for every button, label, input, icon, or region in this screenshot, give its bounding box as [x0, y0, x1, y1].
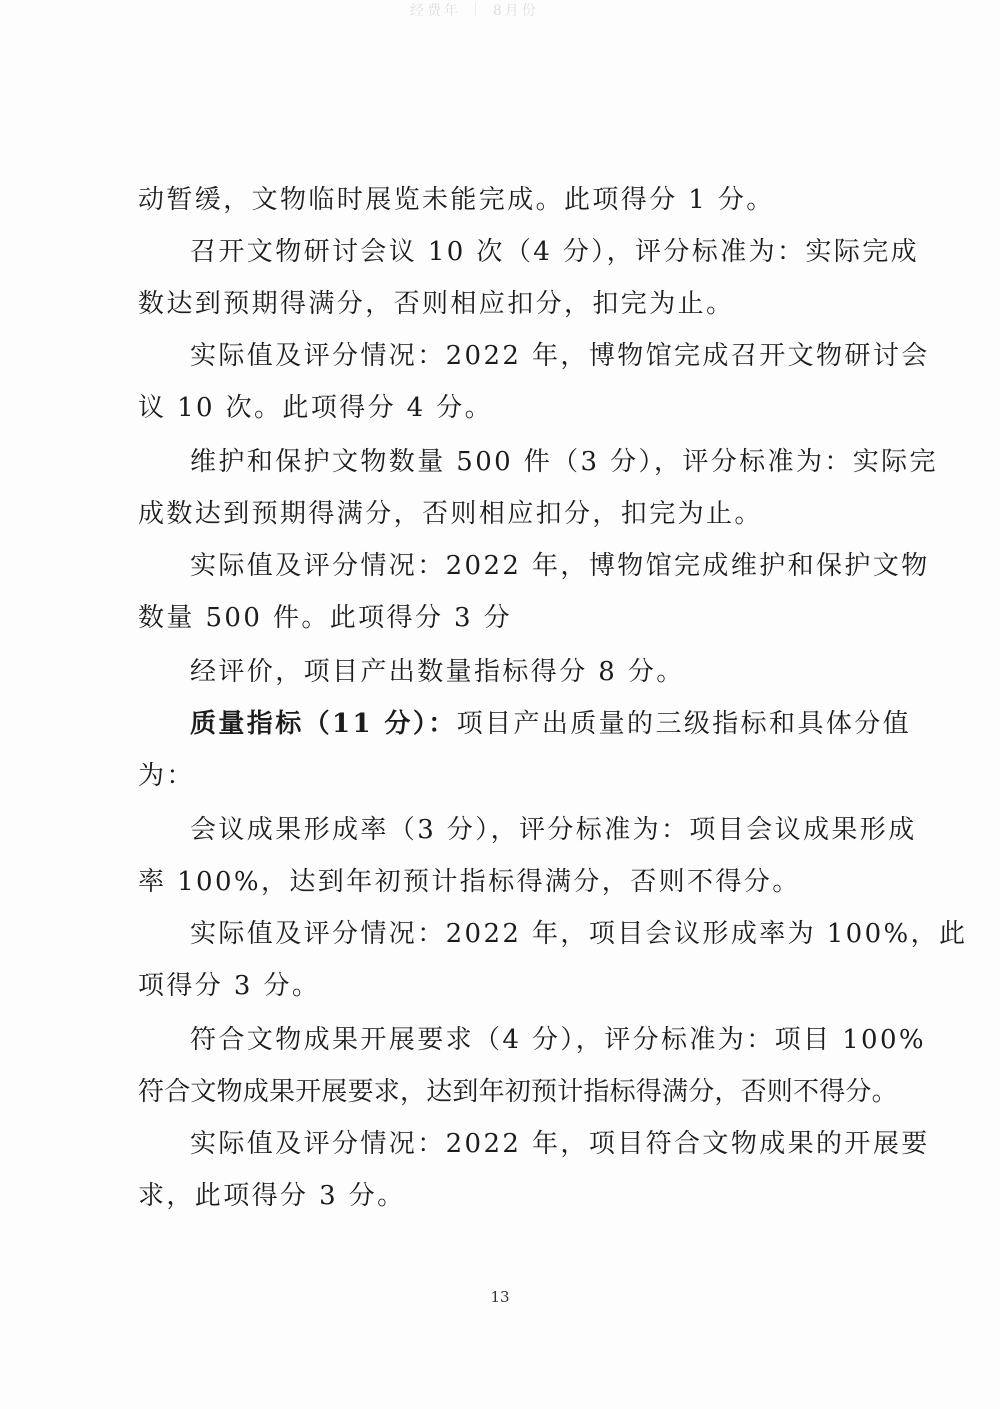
text-line: 实际值及评分情况：2022 年，博物馆完成维护和保护文物	[190, 551, 930, 581]
text-line: 求，此项得分 3 分。	[138, 1181, 406, 1211]
text-line: 经评价，项目产出数量指标得分 8 分。	[190, 657, 685, 687]
text-line: 会议成果形成率（3 分），评分标准为：项目会议成果形成	[190, 815, 917, 845]
text-line: 符合文物成果开展要求，达到年初预计指标得满分，否则不得分。	[138, 1077, 898, 1107]
text-line: 召开文物研讨会议 10 次（4 分），评分标准为：实际完成	[190, 237, 920, 267]
text-line: 率 100%，达到年初预计指标得满分，否则不得分。	[138, 867, 801, 897]
text-line: 实际值及评分情况：2022 年，项目符合文物成果的开展要	[190, 1129, 930, 1159]
quality-heading-text: 项目产出质量的三级指标和具体分值	[456, 709, 912, 739]
text-line	[190, 698, 911, 750]
text-line: 符合文物成果开展要求（4 分），评分标准为：项目 100%	[190, 1025, 927, 1055]
text-line: 议 10 次。此项得分 4 分。	[138, 393, 494, 423]
page-number: 13	[490, 1288, 510, 1306]
text-line: 维护和保护文物数量 500 件（3 分），评分标准为：实际完	[190, 447, 938, 477]
text-line: 实际值及评分情况：2022 年，博物馆完成召开文物研讨会	[190, 341, 930, 371]
scan-bleed-through: 经费年 ｜ 8月份	[410, 3, 539, 19]
text-line: 数达到预期得满分，否则相应扣分，扣完为止。	[138, 289, 735, 319]
text-line: 动暂缓，文物临时展览未能完成。此项得分 1 分。	[138, 185, 775, 215]
text-line: 为：	[138, 761, 195, 791]
text-line: 数量 500 件。此项得分 3 分	[138, 603, 513, 633]
text-line: 实际值及评分情况：2022 年，项目会议形成率为 100%，此	[190, 919, 968, 949]
text-line: 项得分 3 分。	[138, 971, 321, 1001]
text-line: 成数达到预期得满分，否则相应扣分，扣完为止。	[138, 499, 763, 529]
quality-heading: 质量指标（11 分）：	[190, 709, 457, 739]
